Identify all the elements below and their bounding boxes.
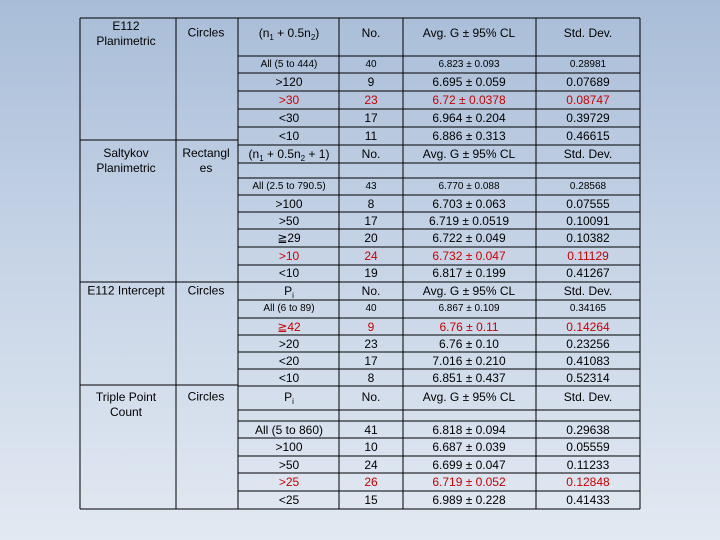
row-range: ≧29 [277, 231, 301, 245]
header-number: No. [361, 26, 381, 40]
header-count-column: $(n_1 + 0.5n_2 + 1)$ [248, 147, 330, 163]
row-range: All (5 to 444) [260, 59, 318, 70]
row-average: 6.867 ± 0.109 [438, 303, 500, 314]
row-count: 24 [364, 249, 378, 263]
row-average: 6.851 ± 0.437 [432, 371, 506, 385]
row-count: 24 [364, 458, 378, 472]
row-range: >20 [278, 337, 300, 351]
header-std-dev: Std. Dev. [563, 26, 613, 40]
row-count: 17 [364, 354, 378, 368]
row-average: 6.76 ± 0.10 [439, 337, 499, 351]
row-count: 9 [367, 320, 375, 334]
row-average: 6.770 ± 0.088 [438, 181, 500, 192]
row-range: <20 [278, 354, 300, 368]
row-std-dev: 0.11129 [567, 249, 609, 263]
row-range: All (6 to 89) [263, 303, 315, 314]
method-label: E112 Planimetric [96, 19, 156, 48]
header-std-dev: Std. Dev. [563, 284, 613, 298]
row-std-dev: 0.23256 [566, 337, 610, 351]
row-average: 6.719 ± 0.052 [432, 475, 506, 489]
header-number: No. [361, 147, 381, 161]
row-average: 6.817 ± 0.199 [432, 266, 506, 280]
row-std-dev: 0.29638 [566, 423, 610, 437]
row-count: 17 [364, 214, 378, 228]
shape-label: Circles [187, 25, 225, 40]
row-count: 26 [364, 475, 378, 489]
row-count: 8 [367, 371, 375, 385]
row-average: 6.72 ± 0.0378 [432, 93, 506, 107]
shape-label: Rectangl es [182, 146, 230, 175]
row-range: All (2.5 to 790.5) [252, 181, 326, 192]
row-range: All (5 to 860) [254, 423, 324, 437]
row-count: 9 [367, 75, 375, 89]
row-range: >10 [278, 249, 300, 263]
row-std-dev: 0.10091 [566, 214, 610, 228]
row-std-dev: 0.28981 [569, 59, 607, 70]
header-average: Avg. G ± 95% CL [422, 147, 516, 161]
row-count: 10 [364, 440, 378, 454]
row-std-dev: 0.39729 [566, 111, 610, 125]
row-std-dev: 0.10382 [566, 231, 610, 245]
row-std-dev: 0.05559 [566, 440, 610, 454]
header-count-column: $P_i$ [284, 284, 294, 300]
row-average: 6.687 ± 0.039 [432, 440, 506, 454]
row-std-dev: 0.12848 [566, 475, 610, 489]
row-average: 6.989 ± 0.228 [432, 493, 506, 507]
header-std-dev: Std. Dev. [563, 390, 613, 404]
row-count: 40 [365, 59, 377, 70]
header-std-dev: Std. Dev. [563, 147, 613, 161]
header-number: No. [361, 390, 381, 404]
header-count-column: $P_i$ [284, 390, 294, 406]
row-std-dev: 0.46615 [566, 129, 610, 143]
method-label: Triple Point Count [95, 390, 157, 419]
row-range: <25 [278, 493, 300, 507]
row-count: 43 [365, 181, 377, 192]
row-std-dev: 0.41433 [566, 493, 610, 507]
row-count: 15 [364, 493, 378, 507]
row-std-dev: 0.07555 [566, 197, 610, 211]
method-label: E112 Intercept [87, 283, 165, 298]
row-count: 17 [364, 111, 378, 125]
shape-label: Circles [187, 389, 225, 404]
row-count: 11 [364, 129, 378, 143]
row-average: 6.703 ± 0.063 [432, 197, 506, 211]
row-range: >50 [278, 214, 300, 228]
row-average: 7.016 ± 0.210 [432, 354, 506, 368]
row-range: <10 [278, 266, 300, 280]
row-range: <10 [278, 129, 300, 143]
row-range: ≧42 [277, 320, 301, 334]
row-count: 23 [364, 93, 378, 107]
row-std-dev: 0.52314 [566, 371, 610, 385]
row-range: >100 [275, 197, 303, 211]
header-number: No. [361, 284, 381, 298]
row-std-dev: 0.41083 [566, 354, 610, 368]
row-count: 19 [364, 266, 378, 280]
row-average: 6.823 ± 0.093 [438, 59, 500, 70]
row-count: 23 [364, 337, 378, 351]
header-average: Avg. G ± 95% CL [422, 284, 516, 298]
shape-label: Circles [187, 283, 225, 298]
row-std-dev: 0.28568 [569, 181, 607, 192]
row-average: 6.964 ± 0.204 [432, 111, 506, 125]
row-range: >50 [278, 458, 300, 472]
method-label: Saltykov Planimetric [96, 146, 156, 175]
row-average: 6.76 ± 0.11 [439, 320, 499, 334]
row-count: 20 [364, 231, 378, 245]
row-average: 6.699 ± 0.047 [432, 458, 506, 472]
row-range: >120 [275, 75, 303, 89]
row-std-dev: 0.34165 [569, 303, 607, 314]
row-average: 6.722 ± 0.049 [432, 231, 506, 245]
row-std-dev: 0.11233 [566, 458, 610, 472]
row-count: 40 [365, 303, 377, 314]
row-std-dev: 0.41267 [566, 266, 610, 280]
row-std-dev: 0.07689 [566, 75, 610, 89]
row-range: <10 [278, 371, 300, 385]
row-average: 6.719 ± 0.0519 [429, 214, 509, 228]
row-std-dev: 0.08747 [566, 93, 610, 107]
row-count: 41 [364, 423, 378, 437]
row-range: >25 [278, 475, 300, 489]
row-average: 6.818 ± 0.094 [432, 423, 506, 437]
row-average: 6.732 ± 0.047 [432, 249, 506, 263]
row-average: 6.886 ± 0.313 [432, 129, 506, 143]
row-count: 8 [367, 197, 375, 211]
row-range: >30 [278, 93, 300, 107]
row-std-dev: 0.14264 [566, 320, 610, 334]
row-average: 6.695 ± 0.059 [432, 75, 506, 89]
header-average: Avg. G ± 95% CL [422, 26, 516, 40]
row-range: >100 [275, 440, 303, 454]
header-count-column: $(n_1 + 0.5n_2)$ [258, 26, 320, 42]
row-range: <30 [278, 111, 300, 125]
header-average: Avg. G ± 95% CL [422, 390, 516, 404]
